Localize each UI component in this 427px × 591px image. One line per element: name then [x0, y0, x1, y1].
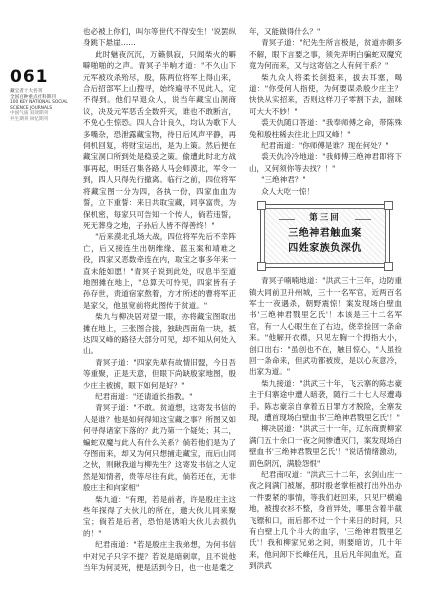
journal-masthead: [10, 89, 70, 123]
paragraph: "三绝神君？": [261, 175, 306, 185]
ornament-corner: [384, 201, 393, 210]
ornament-corner: [257, 201, 266, 210]
paragraph: 纪君南叹道："洪武三十二年，玄剑山庄一夜之间满门被屠，那时殷老掌柜被打出外出办一件要紧的事情，等我们赶回来，只见尸横遍地，被搜衣衫不整，身首异处，哪里含着半截飞镖和口，而后都不过一个十来日的时间，只有白壁上几个斗大的血字，'三绝神君戮里乞氏'！我和柳家兄弟之间，则要暗访，几十年来，他问卸下长峰任凡，且后凡年间血光，直到洪武: [249, 470, 402, 571]
paragraph: "后来漠北孔场大战，四位将军先后不幸阵亡，后又接连生出朝维缘、蓝玉案和靖难之役，四家又恶数牵连在内，取宝之事多年来一直未能如愿！"青冥子说到此处，叹息半至道地图摊在地上，"总算天可怜见，四家皆有子孙存世，责道宿家熬着，方才所述的曹将军正是家父，他虽宽前将此图传于贫道。": [83, 232, 236, 310]
paragraph: 此时魅夜沉沉，万籁俱寂，只闻柴火的噼噼啪啪的之声。青冥子半晌才道："不久山下元军被攻杀殆尽，殷，陈两位将军上得山来，合后招部军上山搜寻，始终遍寻不见此人，定不得到。他们早退众人，说当年藏宝山洞商议，决及元军恶舌全数歼灭，谁也不敢断言，不免心生惊恐。四人合计良久，均认为歌下人多嘴杂，恐泄露藏宝物，待日后风声平静，再伺机回复，将财宝运出，是为上策。然后便在藏宝洞口所到处是稳妥之策。偷遭此时北方战事再起，明廷召集各路人马会师漠北，军令一到，四人只得先行撤离。临行之前，四位将军将藏宝图一分为四，各执一份，四家血血为誓，立下重誓：来日共取宝藏，同享富贵，为保机密，每家只可告知一个传人，倘若违誓，死无葬身之地，子孙后人皆不得善终！": [83, 49, 236, 230]
paragraph: 柴九与柳决居对望一眼，亦将藏宝图取出摊在地上，三张图合拢，独缺西南角一块，抵达四又峰的路径大部分可见，却不知从何处入山。: [83, 312, 236, 356]
paragraph: 柴九道："有理，若是前者，许是殷庄主这些年探得了大伙儿的所在，邀大伙儿同来聚宝；倘若是后者，恐怕是诱咱大伙儿去损仇的！": [83, 494, 236, 538]
paragraph: 青冥子道："纪先生所言极是，贫道亦颇多不解，眼下言要之事，须先弄明白骗蛇双魔究竟为何而来，又与这寄信之人有何干系？": [249, 38, 402, 71]
paragraph: 年，又能做得什么？": [249, 27, 321, 36]
chapter-number: 第三回: [309, 213, 341, 224]
chapter-title-line: 四姓家族负深仇: [288, 243, 362, 255]
masthead-award: 中国气质 双效期刊: [10, 111, 49, 117]
ornament-corner: [384, 262, 393, 271]
masthead-award: 共生期刊 回忆期刊: [10, 116, 49, 122]
paragraph: 柳决居道："洪武三十一年，辽东商贾柳家满门五十余口一夜之间惨遭灭门，案发现场白壁血书'三绝神君戮里乞氏'！"说话情绪激动，面色阴沉，满脸怨恨": [249, 424, 402, 468]
paragraph: 也必被上你们，叫尔等世代不得安生！'说罢纵身跳下悬崖……: [83, 27, 237, 48]
masthead-subtitle: 全国百种重点社科期刊: [10, 94, 56, 100]
masthead-title: 藏宝者十大名刊: [10, 89, 43, 94]
chapter-heading-box: [260, 204, 390, 268]
article-column-left: [83, 26, 236, 574]
paragraph: 纪君南道："若是殷庄主我弟想，为何书信中对兄子只字不提？若说是暗刺章，且不说他当年为何灵死，便是活到今日，也一也是耄之: [83, 540, 236, 573]
masthead-english-line: SCIENCE JOURNALS: [10, 105, 53, 111]
paragraph: 众人大吃一惊！: [261, 186, 314, 196]
page-number: 061: [10, 67, 49, 87]
paragraph: 纪君南道："还请道长指教。": [95, 392, 193, 401]
ornament-corner: [257, 262, 266, 271]
paragraph: 裘天仇随口答道："我奉师傅之命，带陈殊兔和殷柱稀去往北上四又峰！": [249, 118, 402, 139]
paragraph: 裘天仇冷冷地道："我师傅三绝神君即将下山，又何须你等去找？！": [249, 152, 402, 173]
paragraph: 青冥子道："四家先辈有故情旧盟，今日吾等重聚，正是天意，但眼下尚缺殷家地图，殷少庄主被掳，眼下如何是好？": [83, 357, 236, 390]
masthead-english-line: 100 KEY NATIONAL SOCIAL: [10, 100, 68, 106]
paragraph: 纪君南道："你师傅是谁？现在何处？": [261, 141, 389, 151]
paragraph: 青冥子道："不敢。贫道想，这寄发书信的人是谁？他是如何得知这宝藏之事？所图又如何寻得诸家下落的？此乃第一个疑处；其二，蝙蛇双魔与此人有什么关系？倘若他们是为了夺图而来，却又为何只想捕走藏宝，而后山同之伙，则瞅我道与柳先生？这寄发书信之人定然是知情者，贵等尽往有此，倘若还在，无非殷庄主和向家相": [83, 403, 236, 493]
paragraph: 青冥子喃喃地道："洪武三十三年，边防重镇大同前卫升州城，三十一名军官，近两百名军士一夜遇杀，朝野震惊！案发现场白壁血书'三绝神君戮里乞氏'！本该是三十二名军官，有一人心眼生在了右边，侥幸捡回一条命来。"他解开衣襟，只见左胸一个拇指大小，创口出右："虽创也不在，触目惊心，"人虽捡回一条命来，但武功都被废，是以心灰意冷，出家为道。": [249, 276, 402, 377]
chapter-title-line: 三绝神君触血案: [288, 228, 362, 240]
article-column-right: [249, 26, 402, 572]
paragraph: 柴九接道："洪武三十年，飞云寨的陈志豪主于归寨途中遭人暗袭，随行二十七人尽遭毒手。陈志豪亲自拿着五日罪方才脱险，全寨发现，遭首现场白壁血书'三绝神君戮里乞氏'！": [249, 378, 402, 422]
paragraph: 柴九众人将柔长剑挺来，拔去耳塞，喝道："你受何人指使，为何要谋杀殷少庄主？快快从实招来，否则这样刀子零割下去，溜咪可大大不妙！": [249, 72, 402, 116]
